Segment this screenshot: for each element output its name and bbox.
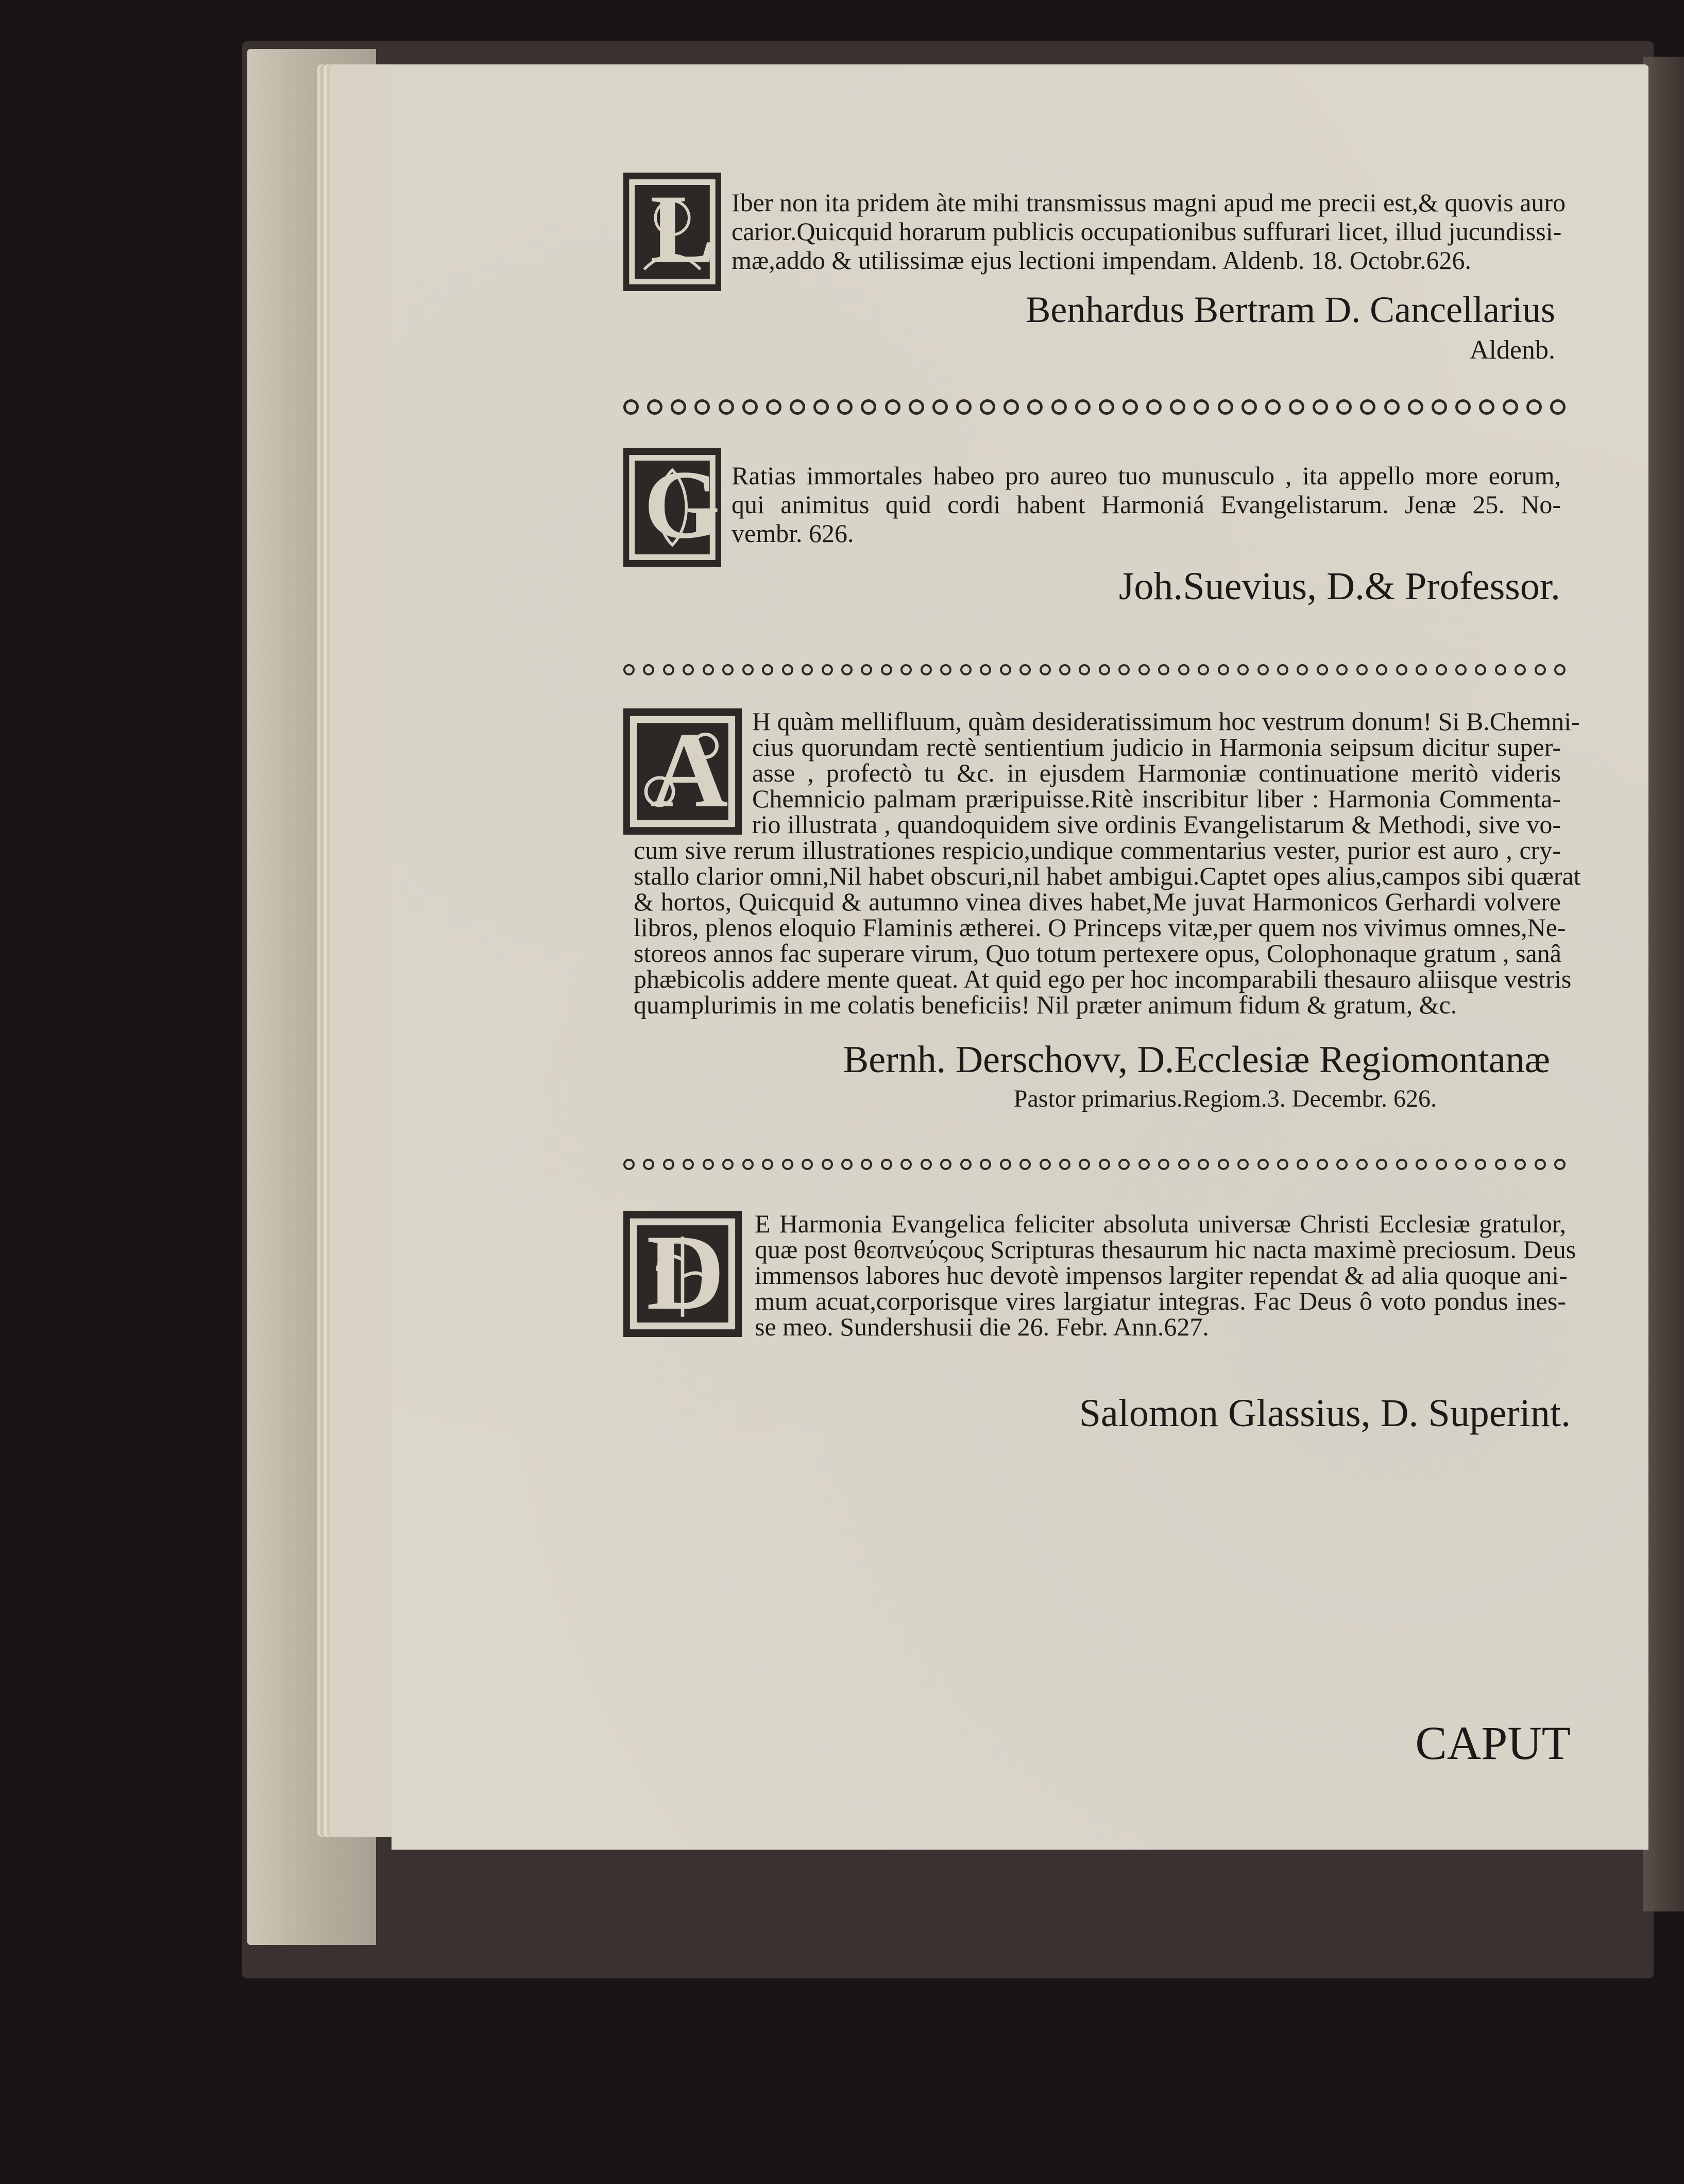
letter-4-line: immensos labores huc devotè impensos largiter rependat & ad alia quoque ani- xyxy=(755,1261,1568,1290)
letter-3-line: quamplurimis in me colatis beneficiis! Nil præter animum fidum & gratum, &c. xyxy=(634,990,1457,1019)
letter-3-line: H quàm mellifluum, quàm desideratissimum hoc vestrum donum! Si B.Chemni- xyxy=(752,707,1580,736)
initial-letter-L: L xyxy=(650,175,716,283)
initial-letter-G: G xyxy=(644,451,720,559)
letter-4-line: se meo. Sundershusii die 26. Febr. Ann.627. xyxy=(755,1312,1209,1341)
letter-4-line: mum acuat,corporisque vires largiatur integras. Fac Deus ô voto pondus ines- xyxy=(755,1286,1566,1315)
letter-2-line: Ratias immortales habeo pro aureo tuo munusculo , ita appello more eorum, xyxy=(732,461,1561,490)
letter-4-line: E Harmonia Evangelica feliciter absoluta universæ Christi Ecclesiæ gratulor, xyxy=(755,1209,1566,1238)
letter-1-line: mæ,addo & utilissimæ ejus lectioni impendam. Aldenb. 18. Octobr.626. xyxy=(732,246,1472,275)
letter-3-text-top xyxy=(752,707,1580,839)
letter-2-line: qui animitus quid cordi habent Harmoniá Evangelistarum. Jenæ 25. No- xyxy=(732,490,1561,519)
signature-2-name: Joh.Suevius, D.& Professor. xyxy=(1118,565,1560,608)
letter-3-line: libros, plenos eloquio Flaminis ætherei. O Princeps vitæ,per quem nos vivimus omnes,Ne- xyxy=(634,913,1566,942)
letter-1-line: Iber non ita pridem àte mihi transmissus magni apud me precii est,& quovis auro xyxy=(732,188,1566,217)
letter-3-line: Chemnicio palmam præripuisse.Ritè inscribitur liber : Harmonia Commenta- xyxy=(752,784,1561,813)
signature-4-name: Salomon Glassius, D. Superint. xyxy=(1079,1392,1571,1435)
letter-4-text xyxy=(755,1209,1576,1341)
signature-3-detail: Pastor primarius.Regiom.3. Decembr. 626. xyxy=(1013,1085,1437,1112)
letter-1-text xyxy=(732,188,1566,275)
book-cover-edge xyxy=(1643,57,1684,1911)
letter-3-line: stallo clarior omni,Nil habet obscuri,nil habet ambigui.Captet opes alius,campos sibi quærat xyxy=(634,861,1581,890)
letter-3-line: & hortos, Quicquid & autumno vinea dives habet,Me juvat Harmonicos Gerhardi volvere xyxy=(634,887,1561,916)
letter-3-line: phæbicolis addere mente queat. At quid ego per hoc incomparabili thesauro aliisque vestris xyxy=(634,964,1572,993)
initial-letter-A: A xyxy=(650,710,728,830)
signature-1-name: Benhardus Bertram D. Cancellarius xyxy=(1026,289,1555,330)
ornamental-divider xyxy=(623,397,1566,417)
catchword: CAPUT xyxy=(1415,1717,1571,1769)
letter-3-line: storeos annos fac superare virum, Quo totum pertexere opus, Colophonaque gratum , sanâ xyxy=(634,939,1561,968)
ornamental-divider xyxy=(623,659,1566,680)
letter-3-line: cius quorundam rectè sentientium judicio in Harmonia seipsum dicitur super- xyxy=(752,733,1561,761)
letter-3-text-bottom xyxy=(634,836,1581,1019)
letter-2-line: vembr. 626. xyxy=(732,519,854,548)
initial-letter-D: D xyxy=(647,1213,725,1332)
letter-3-line: cum sive rerum illustrationes respicio,undique commentarius vester, purior est auro , cry- xyxy=(634,836,1561,865)
ornamental-divider xyxy=(623,1154,1566,1175)
letter-1-line: carior.Quicquid horarum publicis occupationibus suffurari licet, illud jucundissi- xyxy=(732,217,1562,246)
letter-3-line: rio illustrata , quandoquidem sive ordinis Evangelistarum & Methodi, sive vo- xyxy=(752,810,1561,839)
letter-4-line: quæ post θεοπνεύςους Scripturas thesaurum hic nacta maximè preciosum. Deus xyxy=(755,1235,1576,1264)
letter-2-text xyxy=(732,461,1561,548)
letter-3-line: asse , profectò tu &c. in ejusdem Harmoniæ continuatione meritò videris xyxy=(752,758,1561,787)
signature-1-place: Aldenb. xyxy=(1469,335,1555,365)
signature-3-name: Bernh. Derschovv, D.Ecclesiæ Regiomontanæ xyxy=(843,1039,1550,1081)
